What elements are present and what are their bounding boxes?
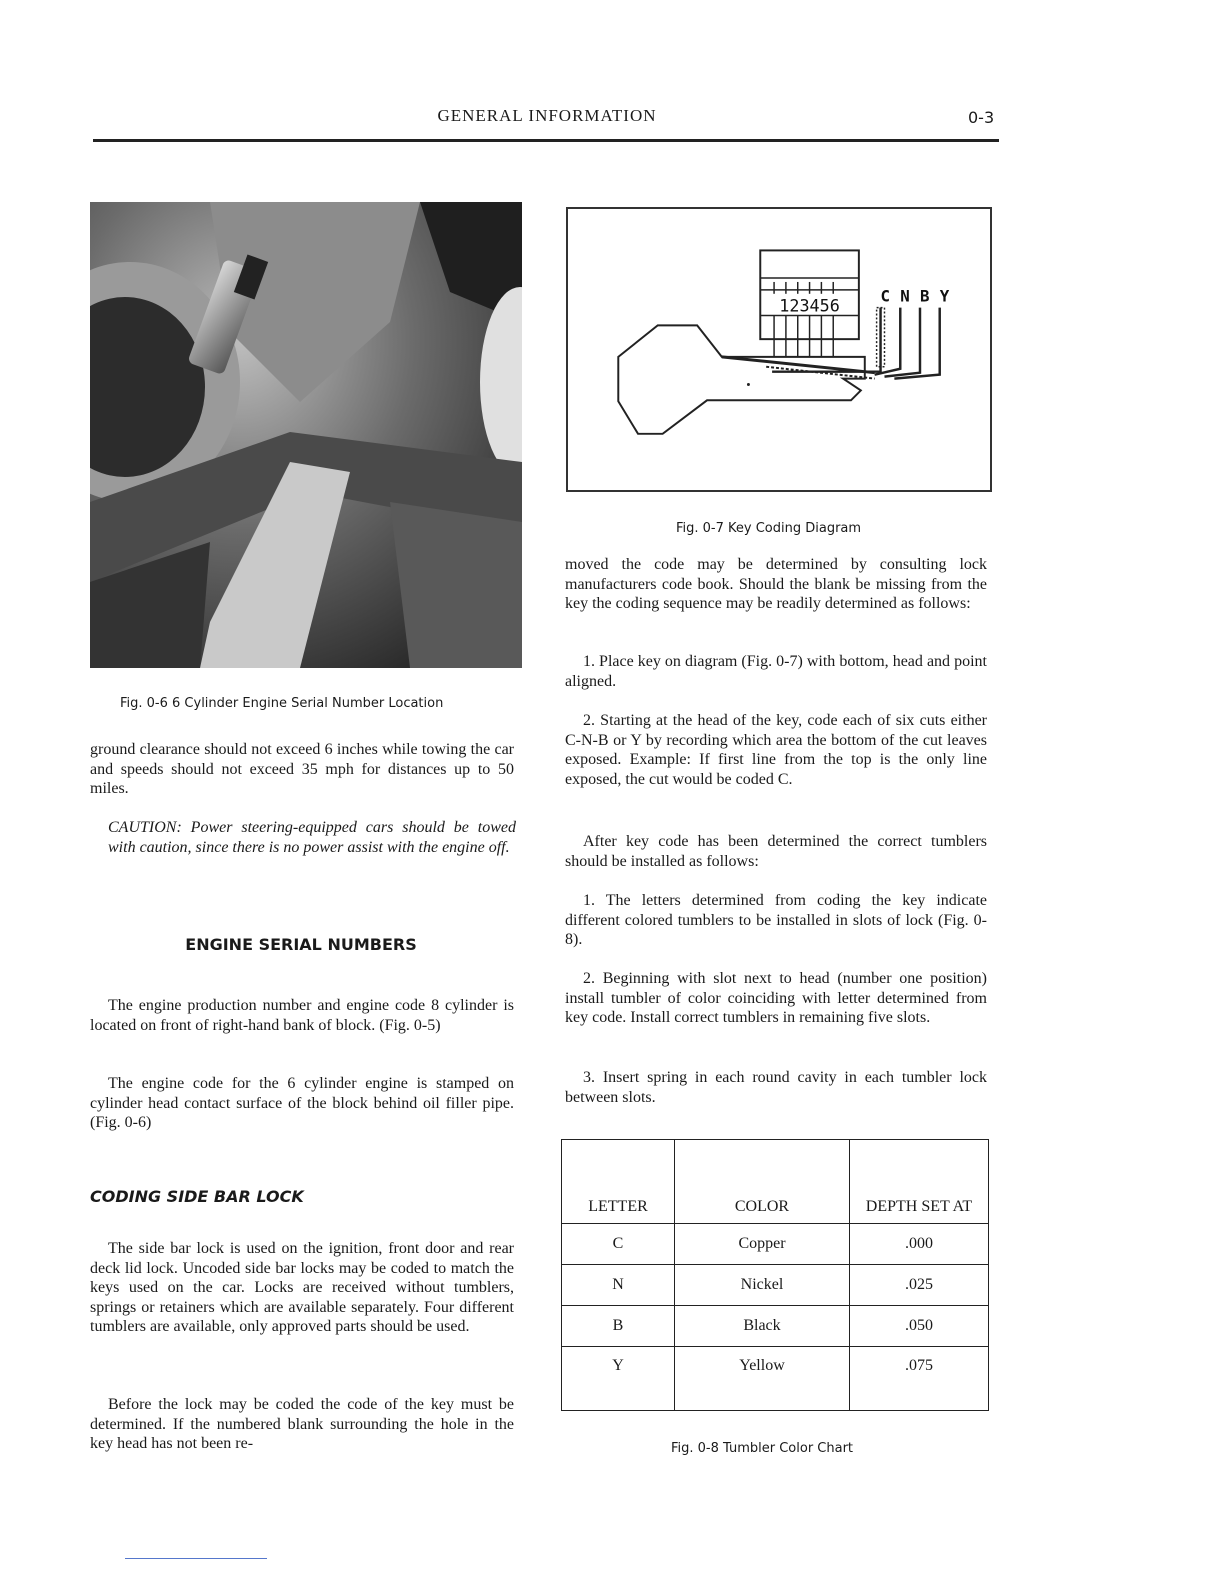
diagram-letter-y: Y xyxy=(939,286,950,306)
color-cell: Yellow xyxy=(675,1347,850,1411)
step-1: 1. Place key on diagram (Fig. 0-7) with bottom, head and point aligned. xyxy=(565,653,987,690)
diagram-letter-c: C xyxy=(880,286,891,306)
serial-paragraph-1: The engine production number and engine code 8 cylinder is located on front of right-hand bank of block. (Fig. 0-5) xyxy=(90,997,514,1034)
color-cell: Copper xyxy=(675,1224,850,1265)
coding-side-bar-heading: CODING SIDE BAR LOCK xyxy=(90,1187,304,1206)
moved-paragraph: moved the code may be determined by consulting lock manufacturers code book. Should the blank be missing from the key the coding sequence may be readily determined as follows: xyxy=(565,556,987,612)
step-2: 2. Starting at the head of the key, code each of six cuts either C-N-B or Y by recording which area the bottom of the cut leaves exposed. Example: If first line from the top is the only line exposed, the cut would be coded C. xyxy=(565,712,987,788)
fig8-caption: Fig. 0-8 Tumbler Color Chart xyxy=(671,1441,854,1456)
diagram-digits: 123456 xyxy=(779,295,840,316)
table-row xyxy=(562,1306,989,1347)
table-header-row xyxy=(562,1140,989,1224)
depth-cell: .075 xyxy=(850,1347,989,1411)
fig7-caption: Fig. 0-7 Key Coding Diagram xyxy=(676,521,862,536)
page-number: 0-3 xyxy=(968,108,995,127)
key-coding-diagram xyxy=(566,207,992,492)
engine-photo xyxy=(90,202,522,668)
color-cell: Black xyxy=(675,1306,850,1347)
after-paragraph: After key code has been determined the correct tumblers should be installed as follows: xyxy=(565,833,987,870)
table-row xyxy=(562,1347,989,1411)
header-depth: DEPTH SET AT xyxy=(850,1140,989,1224)
footer-rule xyxy=(125,1558,267,1559)
letter-cell: C xyxy=(562,1224,675,1265)
coding-paragraph-2: Before the lock may be coded the code of the key must be determined. If the numbered blank surrounding the hole in the key head has not been re- xyxy=(90,1396,514,1452)
install-step-1: 1. The letters determined from coding the key indicate different colored tumblers to be installed in slots of lock (Fig. 0-8). xyxy=(565,892,987,948)
page-header-title: GENERAL INFORMATION xyxy=(437,106,657,125)
install-step-3: 3. Insert spring in each round cavity in each tumbler lock between slots. xyxy=(565,1069,987,1106)
table-row xyxy=(562,1224,989,1265)
header-letter: LETTER xyxy=(562,1140,675,1224)
header-rule xyxy=(93,139,999,142)
serial-paragraph-2: The engine code for the 6 cylinder engine is stamped on cylinder head contact surface of the block behind oil filler pipe. (Fig. 0-6) xyxy=(90,1075,514,1131)
letter-cell: N xyxy=(562,1265,675,1306)
install-step-2: 2. Beginning with slot next to head (number one position) install tumbler of color coinciding with letter determined from key code. Install correct tumblers in remaining five slots. xyxy=(565,970,987,1026)
depth-cell: .000 xyxy=(850,1224,989,1265)
color-cell: Nickel xyxy=(675,1265,850,1306)
diagram-letter-n: N xyxy=(900,286,910,306)
coding-paragraph-1: The side bar lock is used on the ignition, front door and rear deck lid lock. Uncoded side bar locks may be coded to match the keys used on the car. Locks are received without tumblers, springs or retainers which are available separately. Four different tumblers are available, only approved parts should be used. xyxy=(90,1240,514,1335)
depth-cell: .050 xyxy=(850,1306,989,1347)
depth-cell: .025 xyxy=(850,1265,989,1306)
table-row xyxy=(562,1265,989,1306)
engine-serial-heading: ENGINE SERIAL NUMBERS xyxy=(185,935,417,954)
tumbler-color-table xyxy=(561,1139,989,1411)
header-color: COLOR xyxy=(675,1140,850,1224)
caution-paragraph: CAUTION: Power steering-equipped cars should be towed with caution, since there is no power assist with the engine off. xyxy=(108,819,516,856)
fig6-caption: Fig. 0-6 6 Cylinder Engine Serial Number Location xyxy=(120,696,444,711)
letter-cell: B xyxy=(562,1306,675,1347)
letter-cell: Y xyxy=(562,1347,675,1411)
towing-paragraph: ground clearance should not exceed 6 inches while towing the car and speeds should not exceed 35 mph for distances up to 50 miles. xyxy=(90,741,514,797)
diagram-letter-b: B xyxy=(919,286,930,306)
